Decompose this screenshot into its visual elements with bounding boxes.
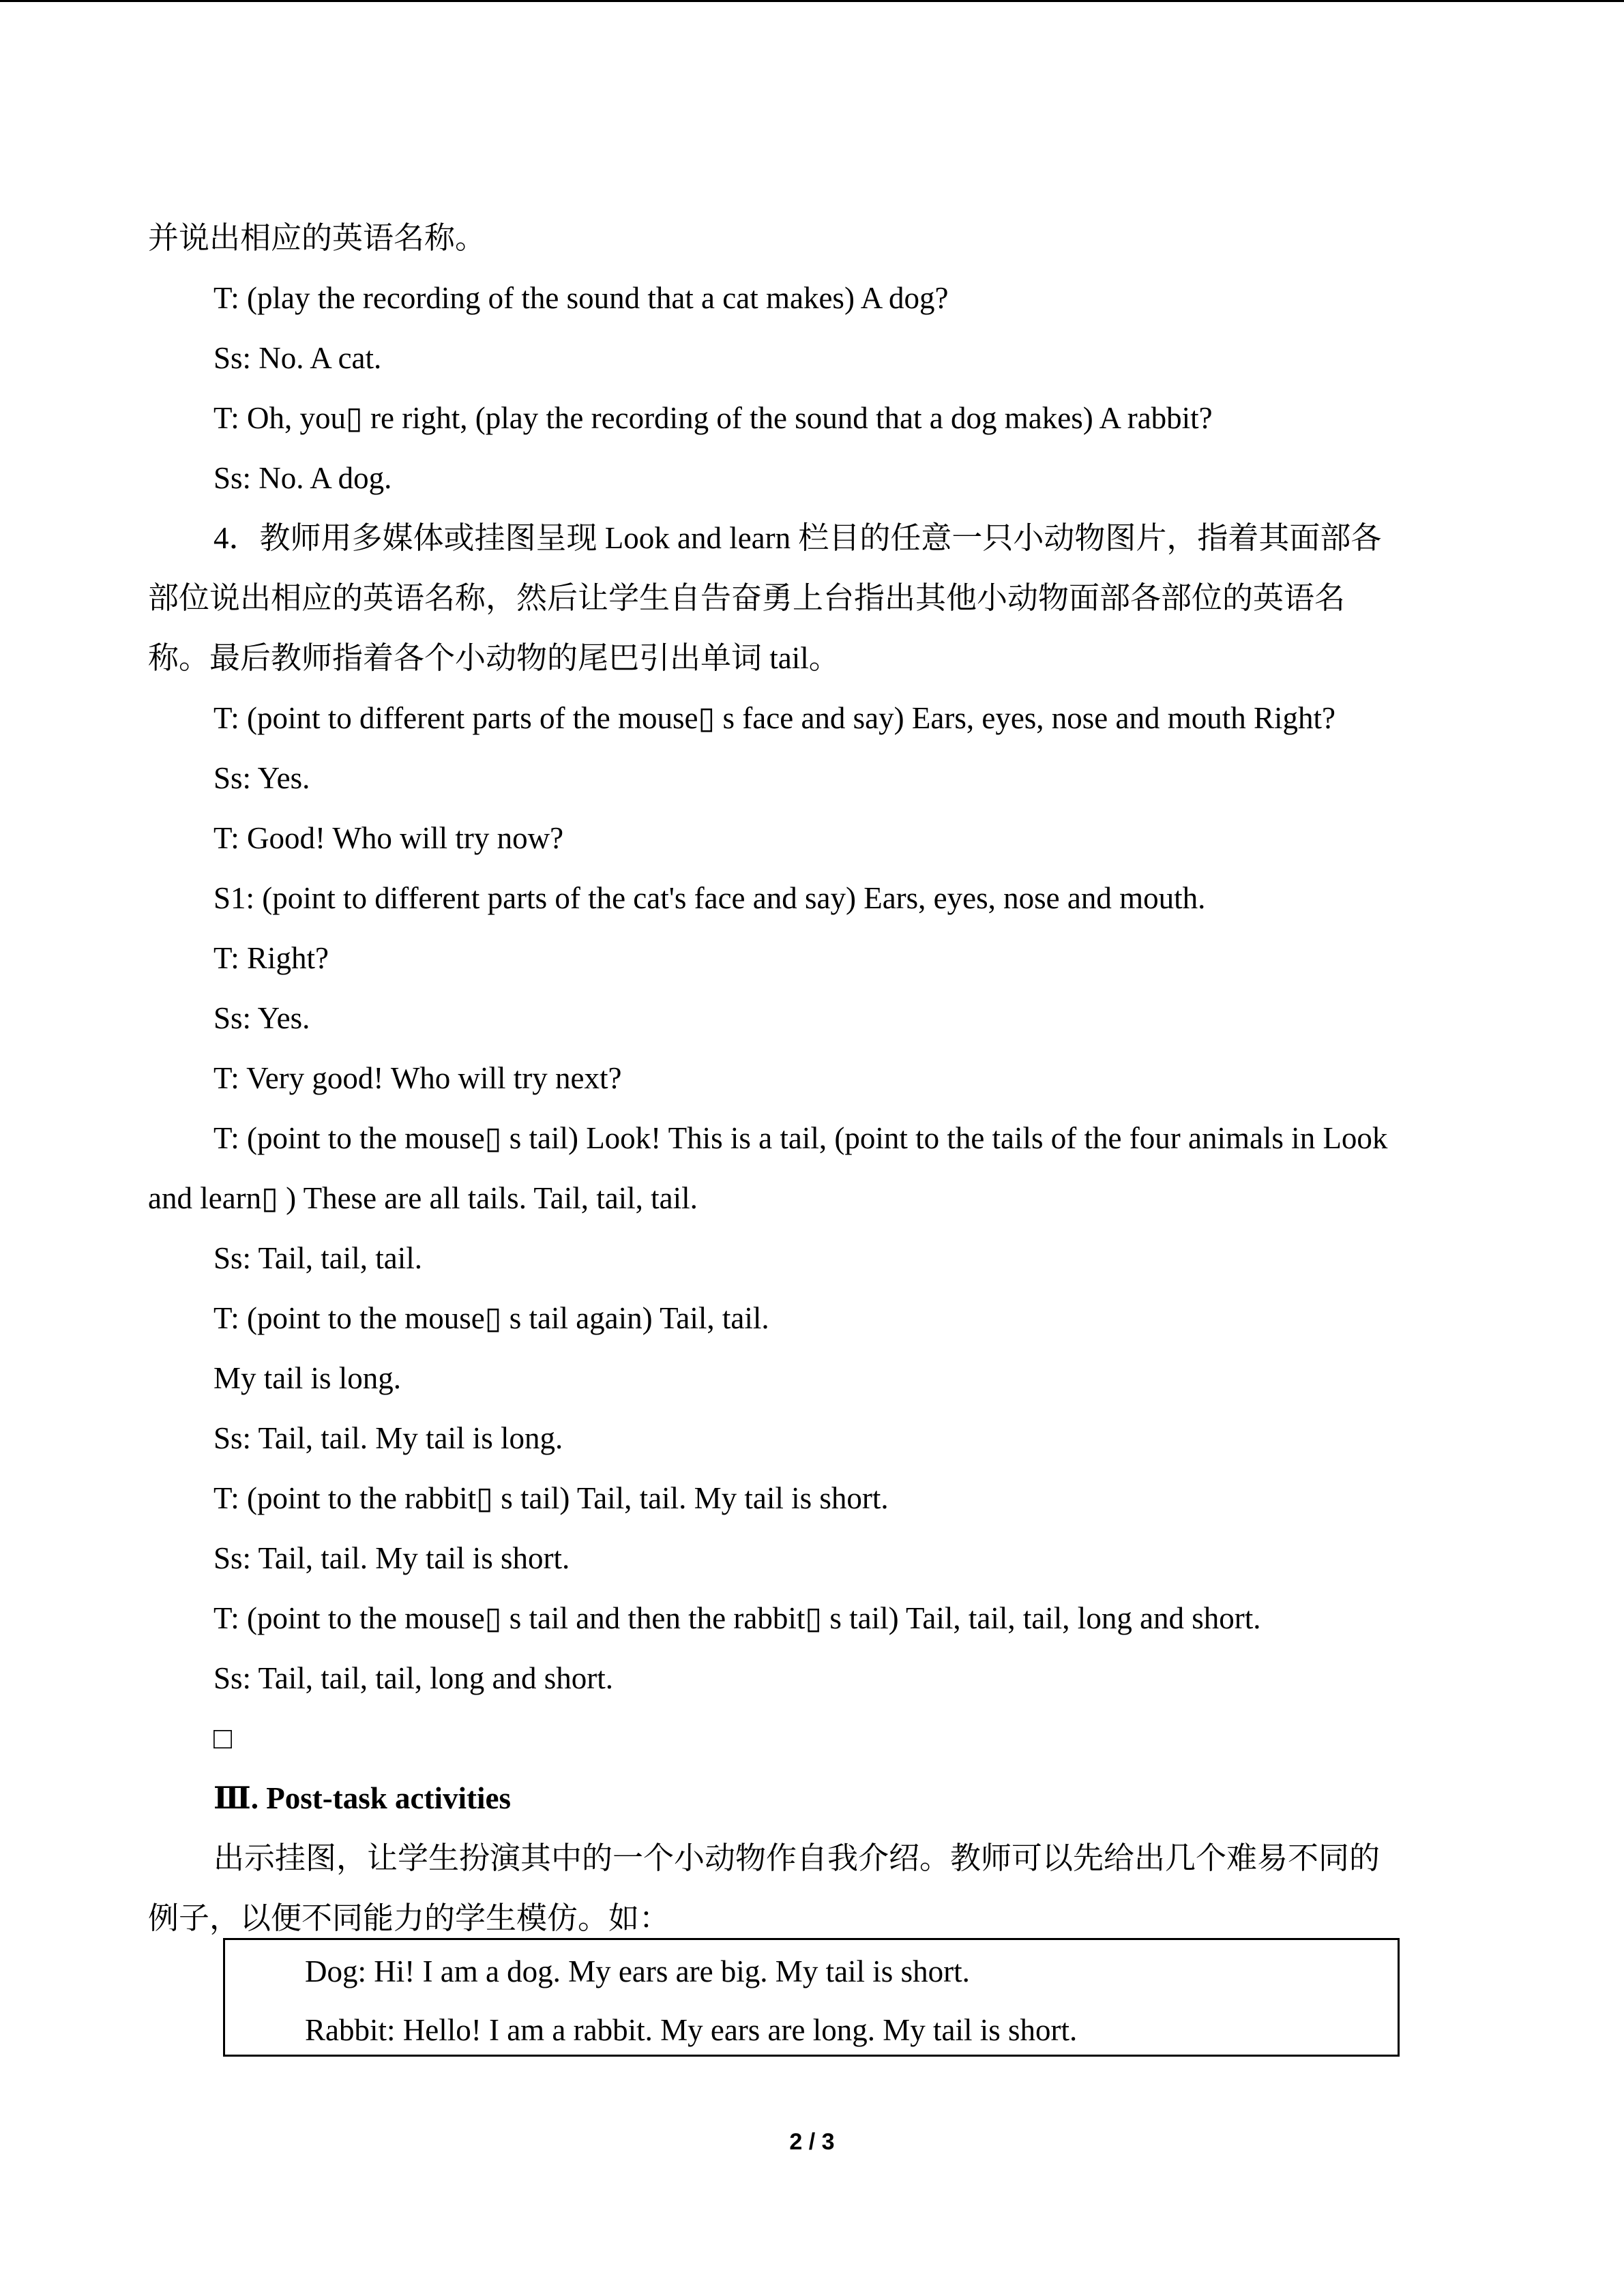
dialogue-line: Ss: No. A cat.: [213, 341, 382, 375]
dialogue-line: T: Good! Who will try now?: [213, 821, 564, 855]
dialogue-line: Ss: Tail, tail. My tail is long.: [213, 1421, 563, 1455]
post-task-line-2: 例子，以便不同能力的学生模仿。如：: [148, 1901, 670, 1935]
placeholder-glyph: □: [213, 1721, 233, 1755]
dialogue-line: T: (point to the mouse▯ s tail again) Tail, tail.: [213, 1301, 769, 1335]
step-4-line-1: 4．教师用多媒体或挂图呈现 Look and learn 栏目的任意一只小动物图片，指着其面部各: [213, 521, 1382, 555]
dialogue-line: Ss: Yes.: [213, 761, 310, 795]
post-task-line-1: 出示挂图，让学生扮演其中的一个小动物作自我介绍。教师可以先给出几个难易不同的: [213, 1841, 1381, 1875]
page-number: 2 / 3: [789, 2129, 835, 2155]
dialogue-line: Ss: No. A dog.: [213, 461, 392, 495]
dialogue-line: T: (point to different parts of the mouse▯ s face and say) Ears, eyes, nose and mouth Right?: [213, 701, 1336, 735]
dialogue-line: T: Very good! Who will try next?: [213, 1061, 622, 1095]
example-line-rabbit: Rabbit: Hello! I am a rabbit. My ears are long. My tail is short.: [305, 2013, 1078, 2047]
dialogue-line: Ss: Tail, tail, tail, long and short.: [213, 1661, 613, 1695]
example-line-dog: Dog: Hi! I am a dog. My ears are big. My tail is short.: [305, 1954, 970, 1988]
dialogue-line: S1: (point to different parts of the cat's face and say) Ears, eyes, nose and mouth.: [213, 881, 1206, 915]
dialogue-line-continued: and learn▯ ) These are all tails. Tail, tail, tail.: [148, 1181, 698, 1215]
section-heading-post-task: Ⅲ. Post-task activities: [213, 1781, 511, 1815]
step-4-line-3: 称。最后教师指着各个小动物的尾巴引出单词 tail。: [148, 641, 840, 675]
dialogue-line: T: (point to the rabbit▯ s tail) Tail, tail. My tail is short.: [213, 1481, 889, 1515]
dialogue-line: T: Right?: [213, 941, 329, 975]
dialogue-line: T: (play the recording of the sound that a cat makes) A dog?: [213, 281, 949, 315]
step-4-line-2: 部位说出相应的英语名称，然后让学生自告奋勇上台指出其他小动物面部各部位的英语名: [148, 581, 1346, 615]
dialogue-line: My tail is long.: [213, 1361, 402, 1395]
dialogue-line: T: Oh, you▯ re right, (play the recording of the sound that a dog makes) A rabbit?: [213, 401, 1213, 435]
top-border-rule: [0, 0, 1624, 2]
text-line: 并说出相应的英语名称。: [148, 221, 486, 255]
dialogue-line: Ss: Yes.: [213, 1001, 310, 1035]
example-box: [223, 1938, 1400, 2057]
dialogue-line: T: (point to the mouse▯ s tail and then the rabbit▯ s tail) Tail, tail, tail, long and short.: [213, 1601, 1261, 1635]
document-body: [148, 208, 1478, 1948]
dialogue-line: T: (point to the mouse▯ s tail) Look! This is a tail, (point to the tails of the four animals in Look: [213, 1121, 1388, 1155]
dialogue-line: Ss: Tail, tail. My tail is short.: [213, 1541, 570, 1575]
dialogue-line: Ss: Tail, tail, tail.: [213, 1241, 423, 1275]
